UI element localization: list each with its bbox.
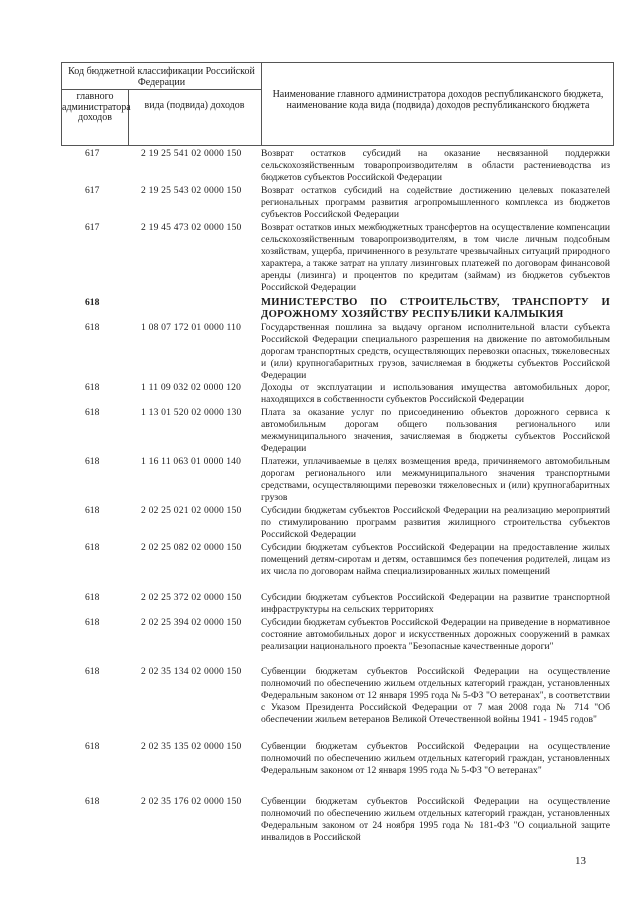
- income-code: 1 11 09 032 02 0000 120: [141, 382, 242, 393]
- income-name: Субвенции бюджетам субъектов Российской Федерации на осуществление полномочий по обеспечению жильем отдельных категорий граждан, установленных Федеральным законом от 12 января 1995 года № 5-ФЗ "О ветеранах", в соответствии с Указом Президента Российской Федерации от 7 мая 2008 года № 714 "Об обеспечении жильем ветеранов Великой Отечественной войны 1941 - 1945 годов": [261, 666, 610, 725]
- admin-code: 618: [85, 322, 100, 333]
- income-code: 2 19 25 543 02 0000 150: [141, 185, 242, 196]
- admin-code: 618: [85, 505, 100, 516]
- header-kind-column: вида (подвида) доходов: [144, 100, 245, 111]
- income-code: 2 19 25 541 02 0000 150: [141, 148, 242, 159]
- income-code: 2 02 25 082 02 0000 150: [141, 542, 242, 553]
- income-name: Возврат остатков субсидий на содействие достижению целевых показателей региональных программ развития агропромышленного комплекса из бюджетов субъектов Российской Федерации: [261, 185, 610, 220]
- income-name: Государственная пошлина за выдачу органом исполнительной власти субъекта Российской Федерации специального разрешения на движение по автомобильным дорогам транспортных средств, осуществляющих перевозки опасных, тяжеловесных и (или) крупногабаритных грузов, зачисляемая в бюджеты субъектов Российской Федерации: [261, 322, 610, 381]
- income-name: Плата за оказание услуг по присоединению объектов дорожного сервиса к автомобильным дорогам общего пользования регионального или межмуниципального значения, зачисляемая в бюджеты субъектов Российской Федерации: [261, 407, 610, 454]
- income-code: 1 16 11 063 01 0000 140: [141, 456, 242, 467]
- admin-code: 618: [85, 456, 100, 467]
- income-name: Доходы от эксплуатации и использования имущества автомобильных дорог, находящихся в собственности субъектов Российской Федерации: [261, 382, 610, 405]
- admin-code: 618: [85, 297, 100, 308]
- table-header: [61, 62, 614, 146]
- income-code: 2 02 35 134 02 0000 150: [141, 666, 242, 677]
- divider: [62, 89, 261, 90]
- income-name: Субвенции бюджетам субъектов Российской Федерации на осуществление полномочий по обеспечению жильем отдельных категорий граждан, установленных Федеральным законом от 12 января 1995 года № 5-ФЗ "О ветеранах": [261, 741, 610, 776]
- header-admin-column: главного администратора доходов: [62, 91, 131, 123]
- admin-code: 617: [85, 185, 100, 196]
- ministry-name: МИНИСТЕРСТВО ПО СТРОИТЕЛЬСТВУ, ТРАНСПОРТУ И ДОРОЖНОМУ ХОЗЯЙСТВУ РЕСПУБЛИКИ КАЛМЫКИЯ: [261, 297, 610, 321]
- admin-code: 618: [85, 407, 100, 418]
- income-name: Субсидии бюджетам субъектов Российской Федерации на приведение в нормативное состояние автомобильных дорог и искусственных дорожных сооружений в рамках реализации национального проекта "Безопасные качественные дороги": [261, 617, 610, 652]
- admin-code: 618: [85, 382, 100, 393]
- income-code: 2 02 25 394 02 0000 150: [141, 617, 242, 628]
- admin-code: 618: [85, 796, 100, 807]
- income-code: 2 02 25 021 02 0000 150: [141, 505, 242, 516]
- admin-code: 618: [85, 542, 100, 553]
- income-code: 1 13 01 520 02 0000 130: [141, 407, 242, 418]
- income-code: 2 02 35 135 02 0000 150: [141, 741, 242, 752]
- income-code: 2 19 45 473 02 0000 150: [141, 222, 242, 233]
- income-name: Субсидии бюджетам субъектов Российской Федерации на реализацию мероприятий по стимулированию программ развития жилищного строительства субъектов Российской Федерации: [261, 505, 610, 540]
- header-name-column: Наименование главного администратора доходов республиканского бюджета, наименование кода вида (подвида) доходов республиканского бюджета: [272, 89, 604, 111]
- admin-code: 618: [85, 617, 100, 628]
- header-code-group: Код бюджетной классификации Российской Федерации: [68, 66, 255, 88]
- admin-code: 617: [85, 148, 100, 159]
- admin-code: 618: [85, 741, 100, 752]
- admin-code: 618: [85, 592, 100, 603]
- income-name: Субвенции бюджетам субъектов Российской Федерации на осуществление полномочий по обеспечению жильем отдельных категорий граждан, установленных Федеральным законом от 24 ноября 1995 года № 181-ФЗ "О социальной защите инвалидов в Российской: [261, 796, 610, 843]
- admin-code: 618: [85, 666, 100, 677]
- income-name: Возврат остатков субсидий на оказание несвязанной поддержки сельскохозяйственным товаропроизводителям в области растениеводства из бюджетов субъектов Российской Федерации: [261, 148, 610, 183]
- divider: [128, 89, 129, 145]
- income-code: 2 02 25 372 02 0000 150: [141, 592, 242, 603]
- income-name: Субсидии бюджетам субъектов Российской Федерации на предоставление жилых помещений детям-сиротам и детям, оставшимся без попечения родителей, лицам из их числа по договорам найма специализированных жилых помещений: [261, 542, 610, 577]
- income-code: 2 02 35 176 02 0000 150: [141, 796, 242, 807]
- income-name: Платежи, уплачиваемые в целях возмещения вреда, причиняемого автомобильным дорогам регионального или межмуниципального значения транспортными средствами, осуществляющими перевозки тяжеловесных и (или) крупногабаритных грузов: [261, 456, 610, 503]
- income-name: Субсидии бюджетам субъектов Российской Федерации на развитие транспортной инфраструктуры на сельских территориях: [261, 592, 610, 615]
- admin-code: 617: [85, 222, 100, 233]
- income-name: Возврат остатков иных межбюджетных трансфертов на осуществление компенсации сельскохозяйственным товаропроизводителям, в том числе личным подсобным хозяйствам, ущерба, причиненного в результате чрезвычайных ситуаций природного характера, а также затрат на уплату лизинговых платежей по договорам финансовой аренды (лизинга) и процентов по кредитам (займам) из бюджетов субъектов Российской Федерации: [261, 222, 610, 293]
- income-code: 1 08 07 172 01 0000 110: [141, 322, 242, 333]
- page-number: 13: [575, 855, 586, 867]
